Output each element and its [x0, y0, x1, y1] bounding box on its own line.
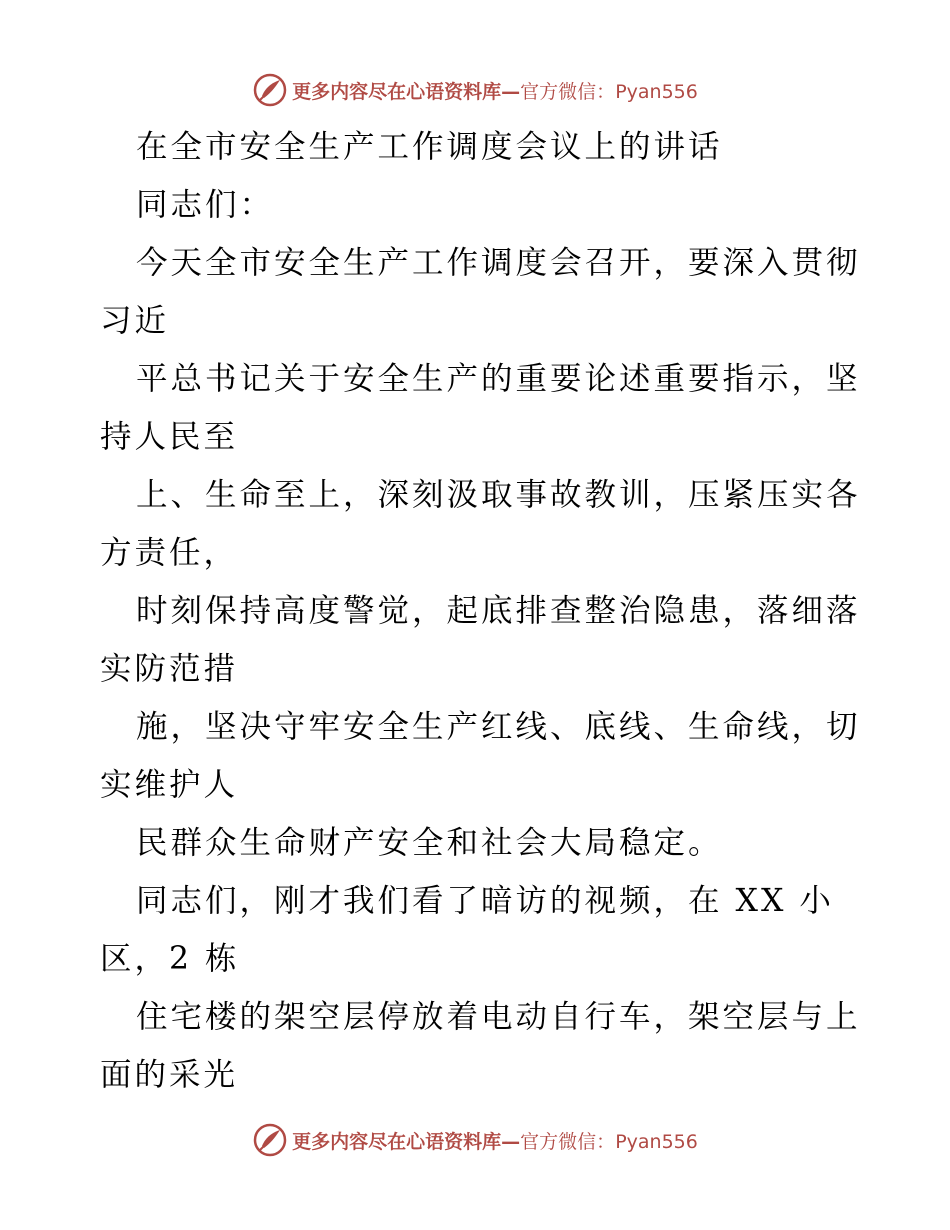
text-line: 同志们，刚才我们看了暗访的视频，在 XX 小 — [136, 883, 834, 919]
text-line: 持人民至 — [100, 419, 239, 455]
banner-text — [292, 77, 698, 104]
text-line: 区，2 栋 — [100, 941, 240, 977]
text-line: 面的采光 — [100, 1057, 239, 1093]
text-line: 习近 — [100, 303, 170, 339]
banner-wechat-id: Pyan556 — [615, 1130, 698, 1153]
banner-wechat-id: Pyan556 — [615, 80, 698, 103]
text-line: 在全市安全生产工作调度会议上的讲话 — [136, 129, 723, 165]
text-line: 实防范措 — [100, 651, 239, 687]
banner-wechat-label: 官方微信： — [520, 80, 616, 103]
banner-main-text: 更多内容尽在心语资料库 — [292, 80, 502, 103]
text-line: 民群众生命财产安全和社会大局稳定。 — [136, 825, 723, 861]
footer-banner — [0, 1120, 950, 1160]
text-line: 住宅楼的架空层停放着电动自行车，架空层与上 — [136, 999, 861, 1035]
text-line: 平总书记关于安全生产的重要论述重要指示，坚 — [136, 361, 861, 397]
banner-separator: — — [501, 80, 521, 103]
document-body — [100, 118, 860, 1104]
banner-separator: — — [501, 1130, 521, 1153]
text-line: 同志们： — [136, 187, 275, 223]
text-line: 时刻保持高度警觉，起底排查整治隐患，落细落 — [136, 593, 861, 629]
text-line: 实维护人 — [100, 767, 239, 803]
header-banner — [0, 70, 950, 110]
banner-main-text: 更多内容尽在心语资料库 — [292, 1130, 502, 1153]
text-line: 施，坚决守牢安全生产红线、底线、生命线，切 — [136, 709, 861, 745]
quill-seal-icon — [252, 1122, 288, 1158]
banner-wechat-label: 官方微信： — [520, 1130, 616, 1153]
quill-seal-icon — [252, 72, 288, 108]
text-line: 上、生命至上，深刻汲取事故教训，压紧压实各 — [136, 477, 861, 513]
text-line: 今天全市安全生产工作调度会召开，要深入贯彻 — [136, 245, 861, 281]
text-line: 方责任， — [100, 535, 239, 571]
banner-text — [292, 1127, 698, 1154]
